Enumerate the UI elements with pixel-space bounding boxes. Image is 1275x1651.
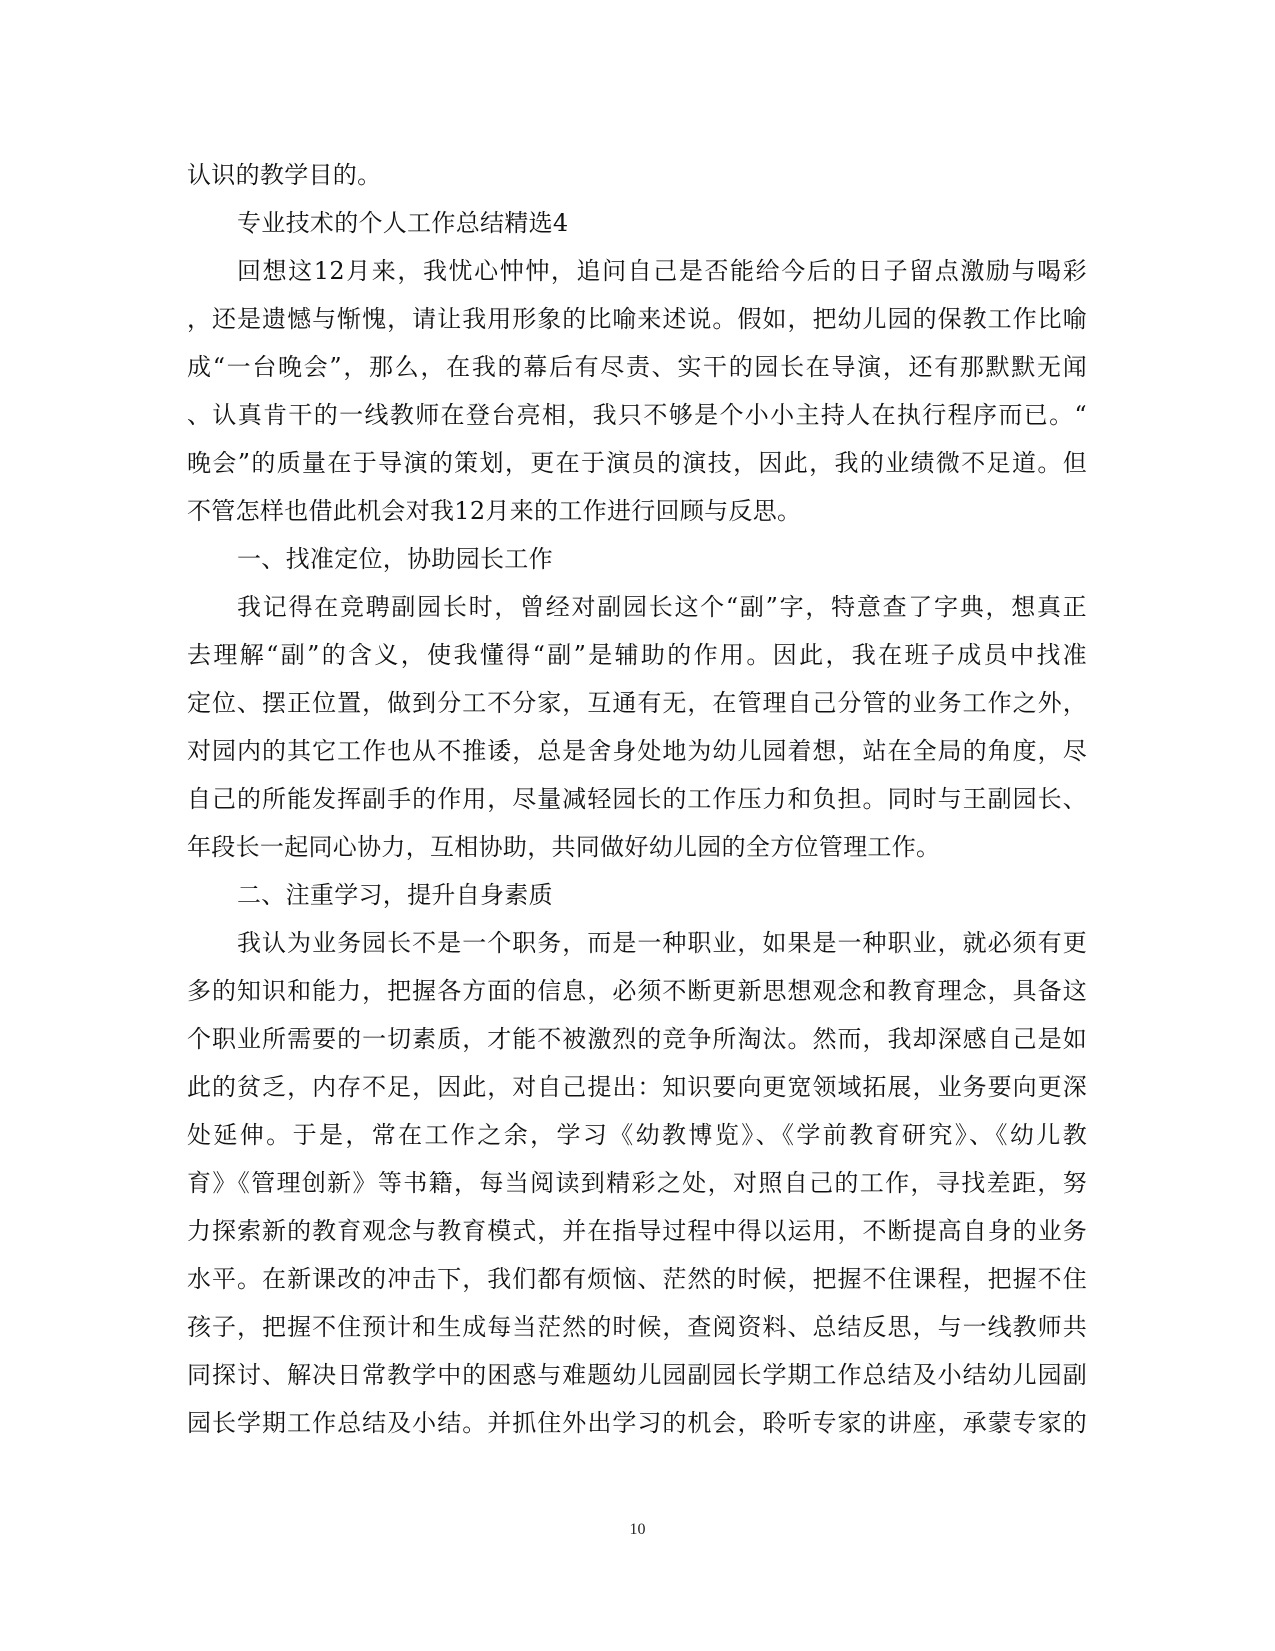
text-line: 自己的所能发挥副手的作用，尽量减轻园长的工作压力和负担。同时与王副园长、 [187,785,1087,813]
text-line: 我认为业务园长不是一个职务，而是一种职业，如果是一种职业，就必须有更 [237,929,1087,957]
text-line: 园长学期工作总结及小结。并抓住外出学习的机会，聆听专家的讲座，承蒙专家的 [187,1409,1087,1437]
text-line: 、认真肯干的一线教师在登台亮相，我只不够是个小小主持人在执行程序而已。“ [187,401,1087,429]
text-line: 力探索新的教育观念与教育模式，并在指导过程中得以运用，不断提高自身的业务 [187,1217,1087,1245]
text-line: 对园内的其它工作也从不推诿，总是舍身处地为幼儿园着想，站在全局的角度，尽 [187,737,1087,765]
text-line: 去理解“副”的含义，使我懂得“副”是辅助的作用。因此，我在班子成员中找准 [187,641,1087,669]
text-line: 年段长一起同心协力，互相协助，共同做好幼儿园的全方位管理工作。 [187,833,941,861]
text-line: 认识的教学目的。 [187,161,382,189]
text-line: 不管怎样也借此机会对我12月来的工作进行回顾与反思。 [187,497,802,525]
text-line: 此的贫乏，内存不足，因此，对自己提出：知识要向更宽领域拓展，业务要向更深 [187,1073,1087,1101]
text-line: 多的知识和能力，把握各方面的信息，必须不断更新思想观念和教育理念，具备这 [187,977,1087,1005]
section-heading: 二、注重学习，提升自身素质 [237,881,553,909]
text-line: 回想这12月来，我忧心忡忡，追问自己是否能给今后的日子留点激励与喝彩 [237,257,1087,285]
section-heading: 专业技术的个人工作总结精选4 [237,209,569,237]
section-heading: 一、找准定位，协助园长工作 [237,545,553,573]
text-line: 孩子，把握不住预计和生成每当茫然的时候，查阅资料、总结反思，与一线教师共 [187,1313,1087,1341]
text-line: 处延伸。于是，常在工作之余，学习《幼教博览》、《学前教育研究》、《幼儿教 [187,1121,1087,1149]
text-line: 成“一台晚会”，那么，在我的幕后有尽责、实干的园长在导演，还有那默默无闻 [187,353,1087,381]
page-number: 10 [629,1521,646,1538]
text-line: 育》《管理创新》等书籍，每当阅读到精彩之处，对照自己的工作，寻找差距，努 [187,1169,1087,1197]
text-line: 晚会”的质量在于导演的策划，更在于演员的演技，因此，我的业绩微不足道。但 [187,449,1087,477]
text-line: 同探讨、解决日常教学中的困惑与难题幼儿园副园长学期工作总结及小结幼儿园副 [187,1361,1087,1389]
text-line: 水平。在新课改的冲击下，我们都有烦恼、茫然的时候，把握不住课程，把握不住 [187,1265,1087,1293]
text-line: 定位、摆正位置，做到分工不分家，互通有无，在管理自己分管的业务工作之外， [187,689,1087,717]
text-line: 我记得在竞聘副园长时，曾经对副园长这个“副”字，特意查了字典，想真正 [237,593,1087,621]
text-line: ，还是遗憾与惭愧，请让我用形象的比喻来述说。假如，把幼儿园的保教工作比喻 [187,305,1087,333]
text-line: 个职业所需要的一切素质，才能不被激烈的竞争所淘汰。然而，我却深感自己是如 [187,1025,1087,1053]
